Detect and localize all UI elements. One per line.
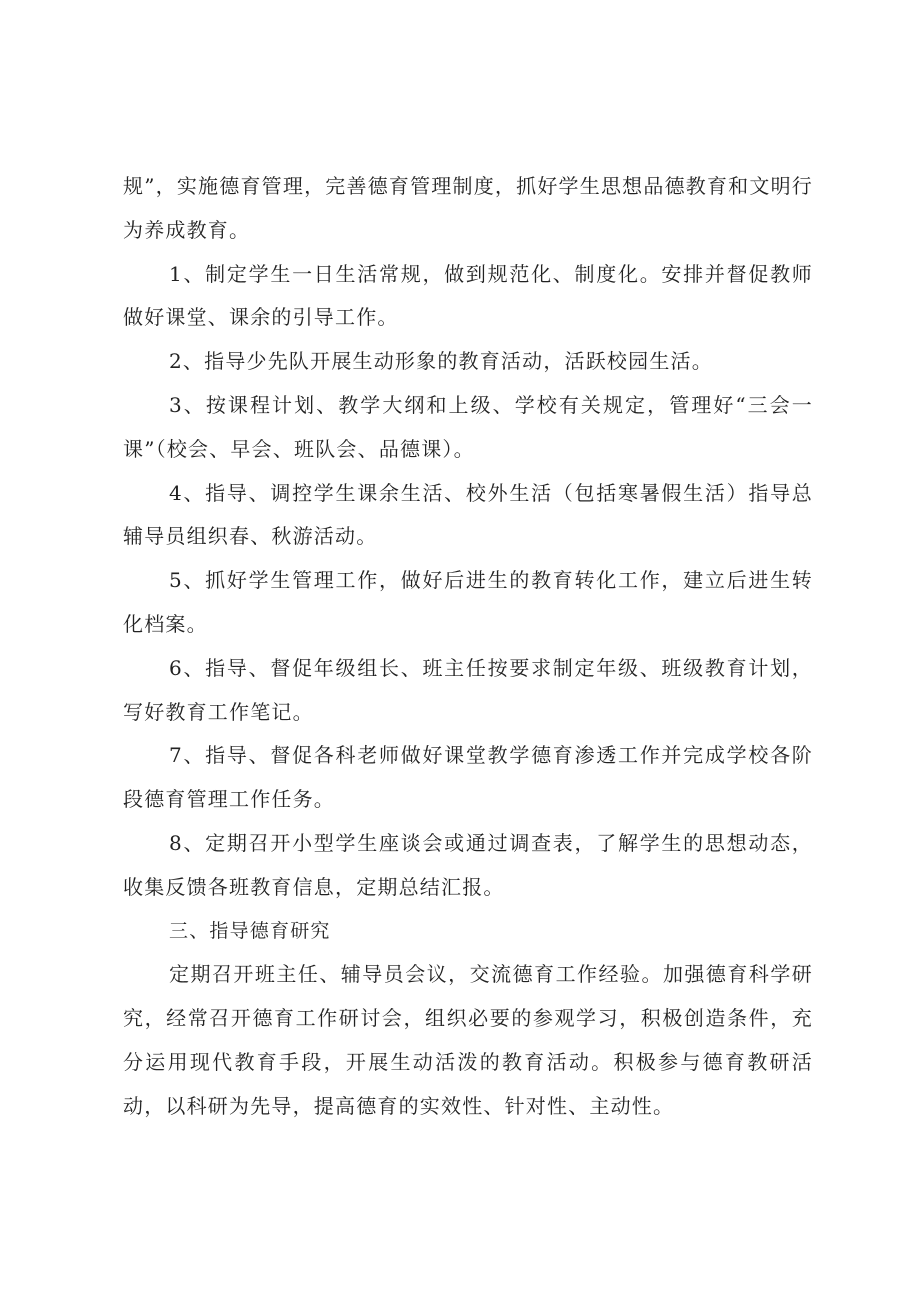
list-item-5: 5、抓好学生管理工作，做好后进生的教育转化工作，建立后进生转化档案。 xyxy=(123,568,813,636)
list-item-1: 1、制定学生一日生活常规，做到规范化、制度化。安排并督促教师做好课堂、课余的引导工作。 xyxy=(123,261,813,330)
opening-paragraph: 规”，实施德育管理，完善德育管理制度，抓好学生思想品德教育和文明行为养成教育。 xyxy=(123,174,813,242)
document-body xyxy=(123,165,813,1129)
list-item-8: 8、定期召开小型学生座谈会或通过调查表，了解学生的思想动态，收集反馈各班教育信息，定期总结汇报。 xyxy=(123,830,813,899)
list-item-6: 6、指导、督促年级组长、班主任按要求制定年级、班级教育计划，写好教育工作笔记。 xyxy=(123,655,813,724)
closing-paragraph: 定期召开班主任、辅导员会议，交流德育工作经验。加强德育科学研究，经常召开德育工作研讨会，组织必要的参观学习，积极创造条件，充分运用现代教育手段，开展生动活泼的教育活动。积极参与德育教研活动，以科研为先导，提高德育的实效性、针对性、主动性。 xyxy=(123,962,813,1118)
list-item-3: 3、按课程计划、教学大纲和上级、学校有关规定，管理好“三会一课”（校会、早会、班队会、品德课）。 xyxy=(123,392,813,461)
section-heading: 三、指导德育研究 xyxy=(169,919,331,942)
list-item-2: 2、指导少先队开展生动形象的教育活动，活跃校园生活。 xyxy=(169,349,713,374)
list-item-7: 7、指导、督促各科老师做好课堂教学德育渗透工作并完成学校各阶段德育管理工作任务。 xyxy=(123,743,813,812)
list-item-4: 4、指导、调控学生课余生活、校外生活（包括寒暑假生活）指导总辅导员组织春、秋游活动。 xyxy=(123,480,813,549)
